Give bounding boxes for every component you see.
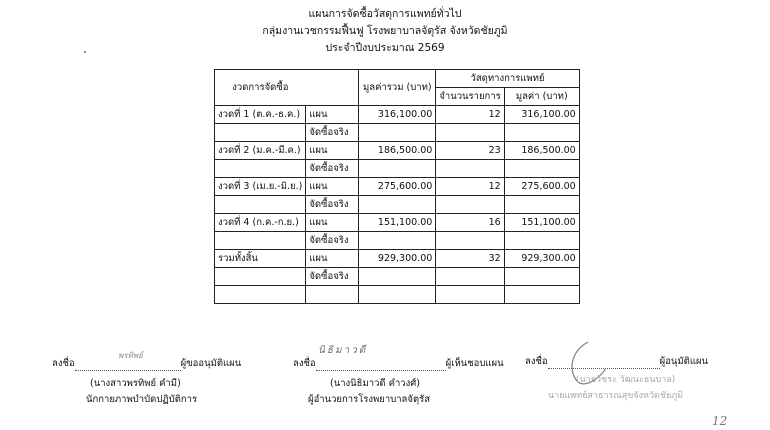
cell-empty (215, 196, 306, 214)
cell-value: 929,300.00 (504, 250, 579, 268)
cell-actual-label: จัดซื้อจริง (306, 160, 359, 178)
cell-period: รวมทั้งสิ้น (215, 250, 306, 268)
cell-empty (215, 124, 306, 142)
cell-total: 186,500.00 (359, 142, 436, 160)
cell-total: 929,300.00 (359, 250, 436, 268)
header-blank (306, 70, 359, 106)
cell-actual-label: จัดซื้อจริง (306, 232, 359, 250)
cell-empty (436, 160, 504, 178)
cell-empty (436, 196, 504, 214)
stray-dot (84, 51, 86, 53)
table-row-plan (215, 142, 580, 160)
sig1-prefix: ลงชื่อ (52, 358, 75, 369)
sig1-name: (นางสาวพรทิพย์ คำมี) (90, 378, 181, 389)
table-row-empty (215, 286, 580, 304)
cell-count: 23 (436, 142, 504, 160)
cell-empty (359, 160, 436, 178)
cell-empty (359, 268, 436, 286)
table-row-actual (215, 268, 580, 286)
cell-period: งวดที่ 4 (ก.ค.-ก.ย.) (215, 214, 306, 232)
cell-plan-label: แผน (306, 106, 359, 124)
cell-empty (359, 196, 436, 214)
cell-actual-label: จัดซื้อจริง (306, 124, 359, 142)
cell-empty (436, 232, 504, 250)
cell-total: 316,100.00 (359, 106, 436, 124)
table-row-actual (215, 124, 580, 142)
table-row-plan (215, 214, 580, 232)
cell-period: งวดที่ 1 (ต.ค.-ธ.ค.) (215, 106, 306, 124)
cell-empty (504, 124, 579, 142)
cell-empty (504, 160, 579, 178)
cell-empty (359, 232, 436, 250)
signature-block-2 (293, 356, 504, 371)
header-total: มูลค่ารวม (บาท) (359, 70, 436, 106)
table-row-plan (215, 178, 580, 196)
signature-block-1 (52, 356, 241, 371)
header-count: จำนวนรายการ (436, 88, 504, 106)
table-header-row (215, 70, 580, 88)
cell-value: 275,600.00 (504, 178, 579, 196)
cell-empty (436, 124, 504, 142)
sig1-role: ผู้ขออนุมัติแผน (180, 358, 242, 369)
cell-empty (359, 124, 436, 142)
cell-value: 316,100.00 (504, 106, 579, 124)
cell-period: งวดที่ 3 (เม.ย.-มิ.ย.) (215, 178, 306, 196)
header-value: มูลค่า (บาท) (504, 88, 579, 106)
cell-total: 275,600.00 (359, 178, 436, 196)
cell-count: 12 (436, 106, 504, 124)
cell-value: 186,500.00 (504, 142, 579, 160)
cell-count: 16 (436, 214, 504, 232)
sig3-prefix: ลงชื่อ (525, 356, 548, 367)
table-row-actual (215, 232, 580, 250)
cell-empty (504, 232, 579, 250)
cell-empty (504, 196, 579, 214)
cell-plan-label: แผน (306, 142, 359, 160)
cell-actual-label: จัดซื้อจริง (306, 268, 359, 286)
sig3-name-faint: (นายวัชระ วัฒนะธนบาล) (576, 375, 676, 385)
cell-count: 32 (436, 250, 504, 268)
table-row-plan (215, 250, 580, 268)
cell-empty (215, 160, 306, 178)
header-group: วัสดุทางการแพทย์ (436, 70, 579, 88)
doc-title: แผนการจัดซื้อวัสดุการแพทย์ทั่วไป (308, 8, 462, 20)
cell-empty (215, 232, 306, 250)
table-row-actual (215, 196, 580, 214)
cell-period: งวดที่ 2 (ม.ค.-มี.ค.) (215, 142, 306, 160)
cell-empty (504, 268, 579, 286)
cell-value: 151,100.00 (504, 214, 579, 232)
table-row-actual (215, 160, 580, 178)
cell-total: 151,100.00 (359, 214, 436, 232)
header-period: งวดการจัดซื้อ (215, 70, 306, 106)
table-body (215, 106, 580, 286)
cell-plan-label: แผน (306, 178, 359, 196)
sig3-role: ผู้อนุมัติแผน (659, 356, 709, 367)
sig2-role: ผู้เห็นชอบแผน (445, 358, 504, 369)
sig1-handwriting: พรทิพย์ (118, 351, 143, 360)
procurement-table (214, 69, 580, 304)
sig2-prefix: ลงชื่อ (293, 358, 316, 369)
sig2-handwriting: นิธิมาวดี (318, 345, 368, 356)
sig3-position-faint: นายแพทย์สาธารณสุขจังหวัดชัยภูมิ (548, 391, 684, 401)
cell-empty (436, 268, 504, 286)
cell-actual-label: จัดซื้อจริง (306, 196, 359, 214)
doc-subtitle: กลุ่มงานเวชกรรมฟื้นฟู โรงพยาบาลจัตุรัส จังหวัดชัยภูมิ (262, 25, 508, 37)
sig2-position: ผู้อำนวยการโรงพยาบาลจัตุรัส (308, 394, 431, 405)
table-row-plan (215, 106, 580, 124)
doc-fiscal-year: ประจำปีงบประมาณ 2569 (325, 42, 445, 54)
sig1-position: นักกายภาพบำบัดปฏิบัติการ (86, 394, 198, 405)
page-mark: 12 (712, 414, 728, 428)
cell-plan-label: แผน (306, 250, 359, 268)
cell-plan-label: แผน (306, 214, 359, 232)
cell-empty (215, 268, 306, 286)
cell-count: 12 (436, 178, 504, 196)
sig2-name: (นางนิธิมาวดี คำวงศ์) (330, 378, 420, 389)
